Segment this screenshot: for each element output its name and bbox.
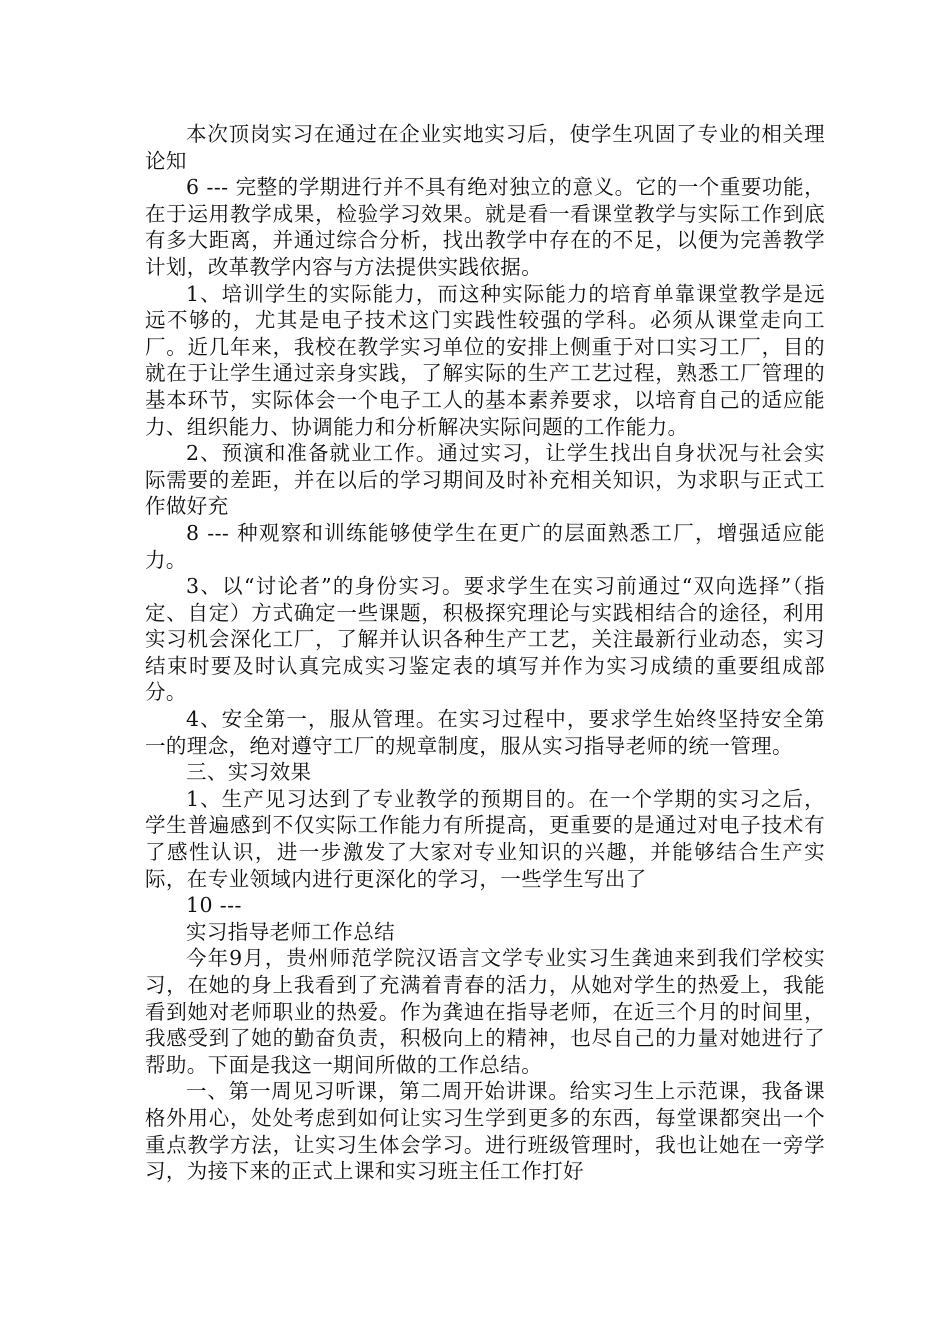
paragraph-page-8: 8 --- 种观察和训练能够使学生在更广的层面熟悉工厂，增强适应能力。 — [145, 520, 825, 572]
paragraph-item-2-employment: 2、预演和准备就业工作。通过实习，让学生找出自身状况与社会实际需要的差距，并在以后的学习期间及时补充相关知识，为求职与正式工作做好充 — [145, 441, 825, 519]
paragraph-summary-week-1: 一、第一周见习听课，第二周开始讲课。给实习生上示范课，我备课格外用心，处处考虑到如何让实习生学到更多的东西，每堂课都突出一个重点教学方法，让实习生体会学习。进行班级管理时，我也让她在一旁学习，为接下来的正式上课和实习班主任工作打好 — [145, 1079, 825, 1184]
paragraph-summary-intro: 今年9月，贵州师范学院汉语言文学专业实习生龚迪来到我们学校实习，在她的身上我看到了充满着青春的活力，从她对学生的热爱上，我能看到她对老师职业的热爱。作为龚迪在指导老师，在近三个月的时间里，我感受到了她的勤奋负责，积极向上的精神，也尽自己的力量对她进行了帮助。下面是我这一期间所做的工作总结。 — [145, 946, 825, 1077]
document-subtitle: 实习指导老师工作总结 — [186, 919, 395, 944]
paragraph-item-4-safety: 4、安全第一，服从管理。在实习过程中，要求学生始终坚持安全第一的理念，绝对遵守工厂的规章制度，服从实习指导老师的统一管理。 — [145, 707, 825, 758]
paragraph-intro: 本次顶岗实习在通过在企业实地实习后，使学生巩固了专业的相关理论知 — [145, 122, 825, 173]
paragraph-item-1-ability: 1、培训学生的实际能力，而这种实际能力的培育单靠课堂教学是远远不够的，尤其是电子技术这门实践性较强的学科。必须从课堂走向工厂。近几年来，我校在教学实习单位的安排上侧重于对口实习工厂，目的就在于让学生通过亲身实践，了解实际的生产工艺过程，熟悉工厂管理的基本环节，实际体会一个电子工人的基本素养要求，以培育自己的适应能力、组织能力、协调能力和分析解决实际问题的工作能力。 — [145, 281, 825, 439]
document-body — [145, 121, 825, 1185]
paragraph-item-3-researcher: 3、以“讨论者”的身份实习。要求学生在实习前通过“双向选择”（指定、自定）方式确定一些课题，积极探究理论与实践相结合的途径，利用实习机会深化工厂，了解并认识各种生产工艺，关注最新行业动态，实习结束时要及时认真完成实习鉴定表的填写并作为实习成绩的重要组成部分。 — [145, 574, 825, 705]
paragraph-page-6: 6 --- 完整的学期进行并不具有绝对独立的意义。它的一个重要功能，在于运用教学成果，检验学习效果。就是看一看课堂教学与实际工作到底有多大距离，并通过综合分析，找出教学中存在的不足，以便为完善教学计划，改革教学内容与方法提供实践依据。 — [145, 175, 825, 279]
page-marker-10: 10 --- — [186, 893, 242, 918]
paragraph-effects-1: 1、生产见习达到了专业教学的预期目的。在一个学期的实习之后，学生普遍感到不仅实际工作能力有所提高，更重要的是通过对电子技术有了感性认识，进一步激发了大家对专业知识的兴趣，并能够结合生产实际，在专业领域内进行更深化的学习，一些学生写出了 — [145, 786, 825, 891]
section-heading-effects: 三、实习效果 — [186, 760, 312, 785]
